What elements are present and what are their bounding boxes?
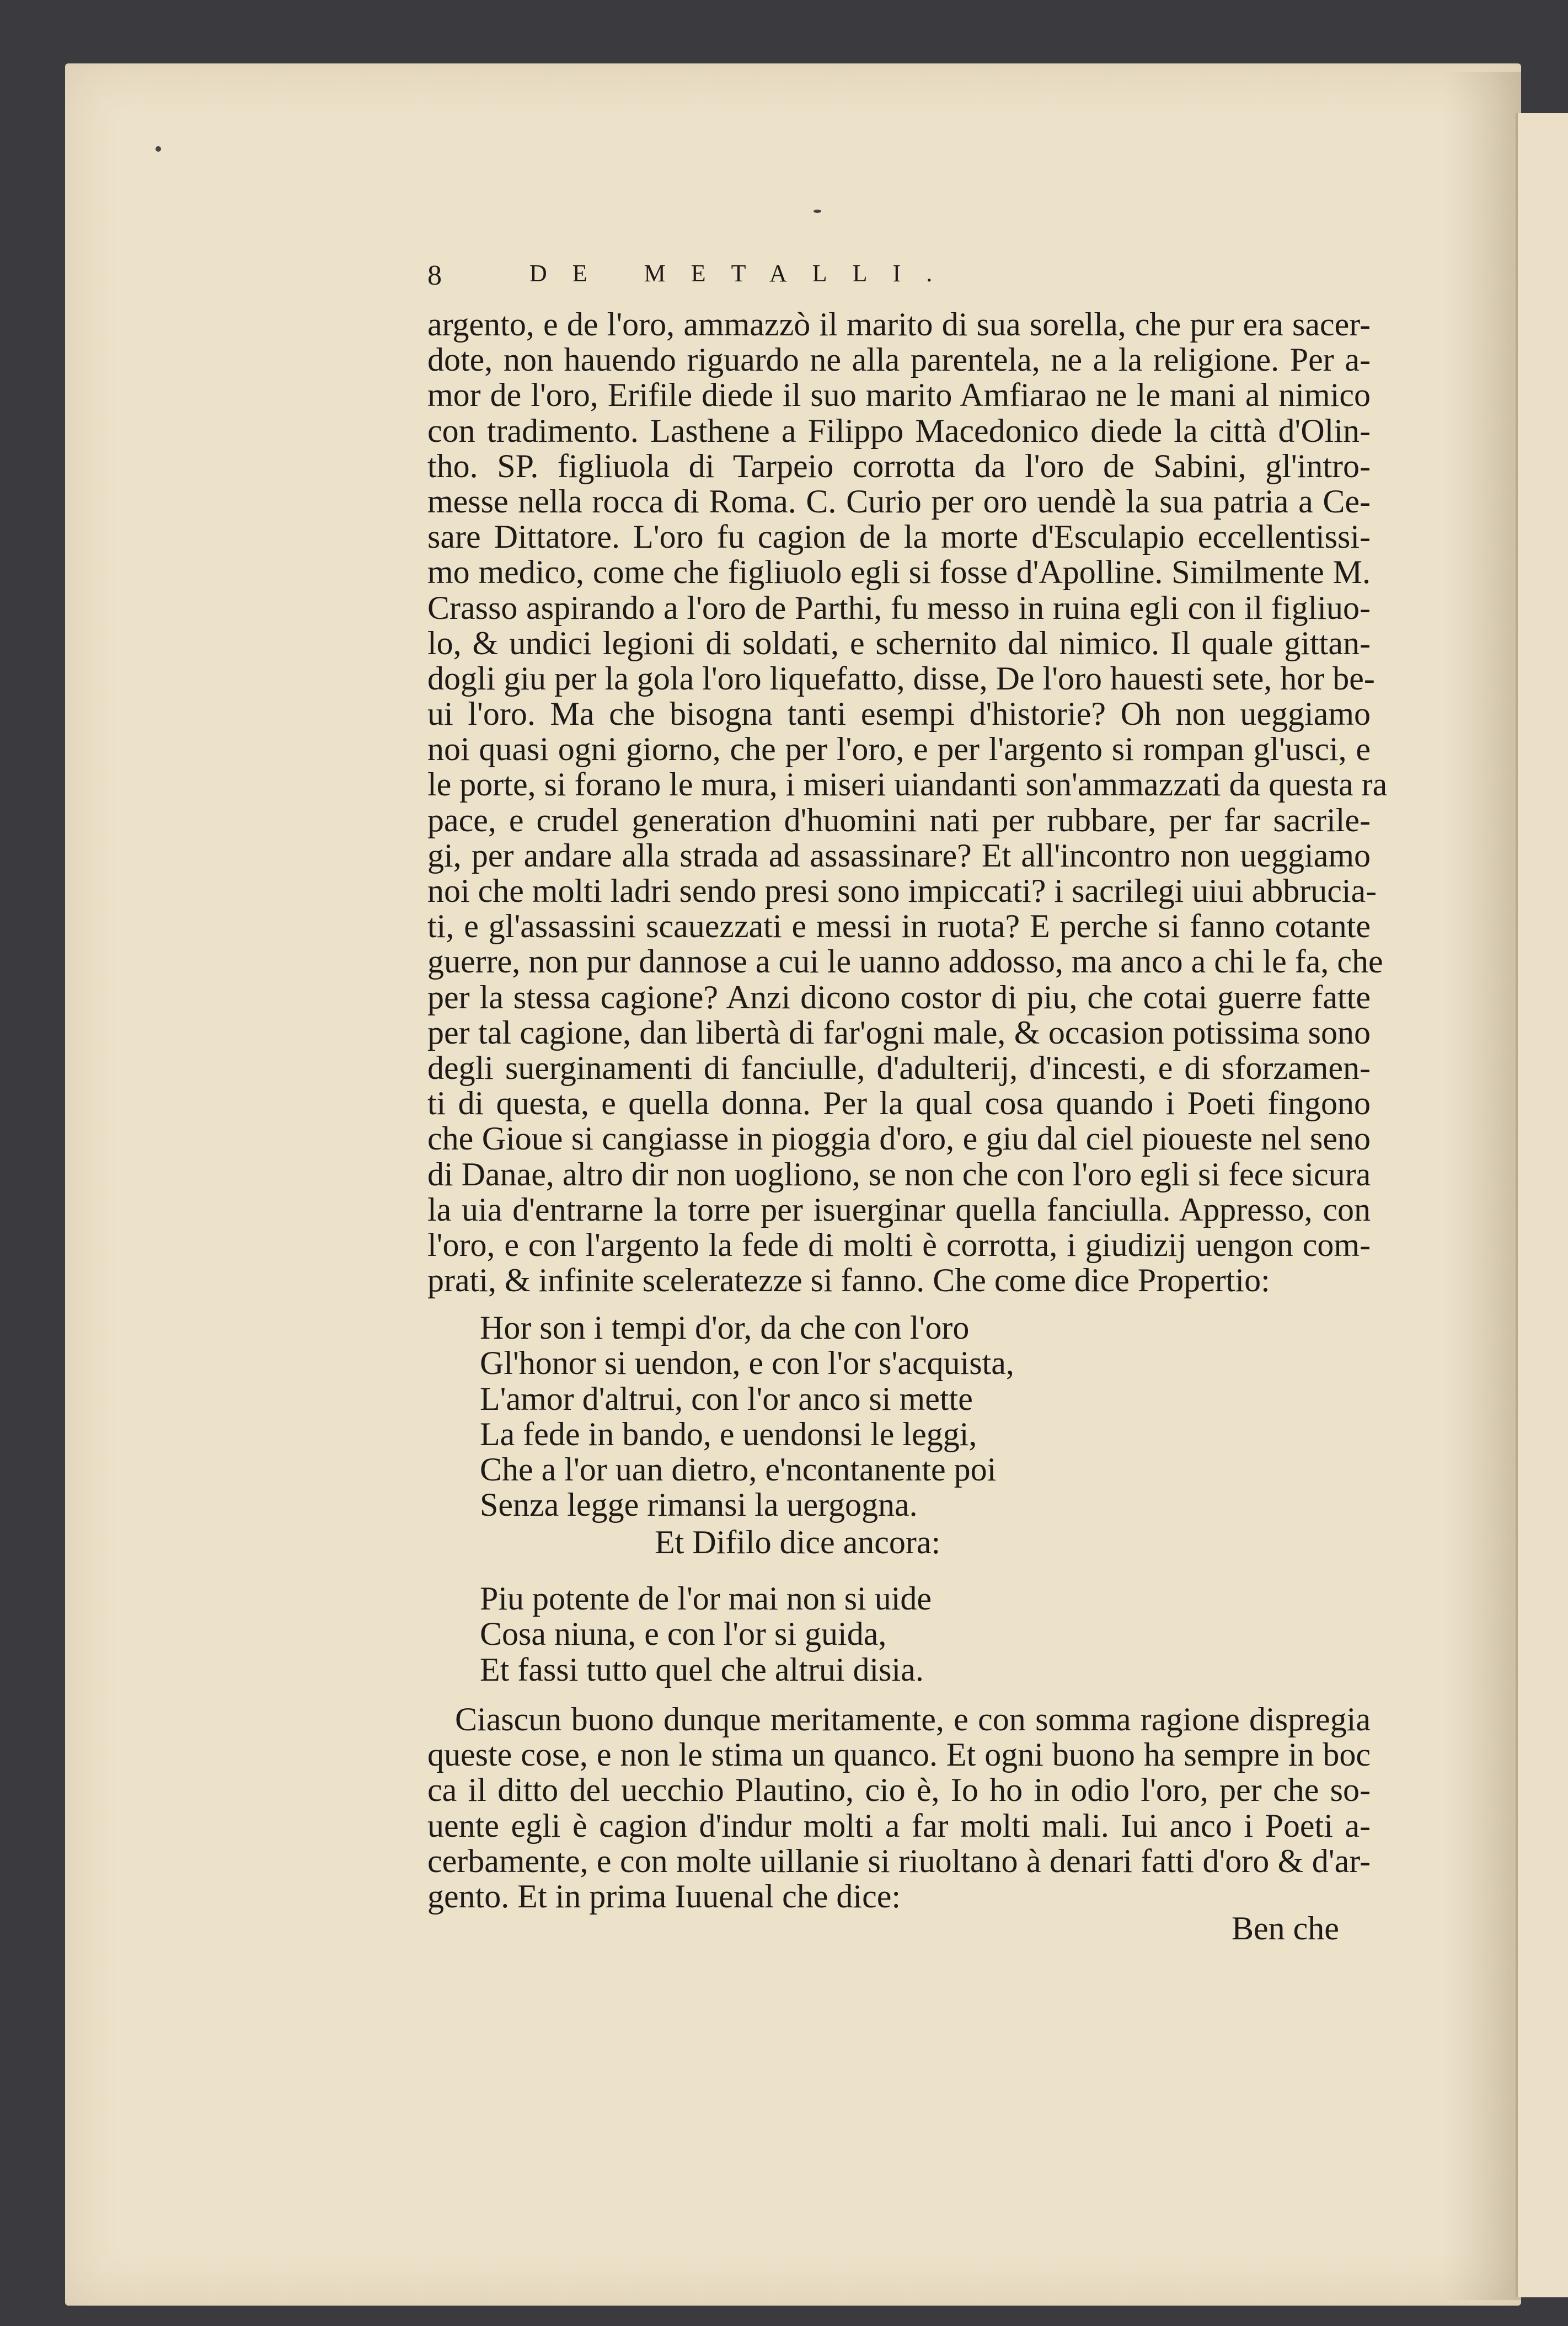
closing-paragraph [427, 1702, 1371, 1914]
text-line: ui l'oro. Ma che bisogna tanti esempi d'historie? Oh non ueggiamo [427, 696, 1371, 732]
text-line: di Danae, altro dir non uogliono, se non che con l'oro egli si fece sicura [427, 1156, 1371, 1193]
text-line: mo medico, come che figliuolo egli si fosse d'Apolline. Similmente M. [427, 554, 1371, 591]
text-line: gi, per andare alla strada ad assassinare? Et all'incontro non ueggiamo [427, 837, 1371, 874]
running-header [427, 259, 1078, 292]
text-line: La fede in bando, e uendonsi le leggi, [480, 1415, 977, 1452]
text-line: Senza legge rimansi la uergogna. [480, 1486, 918, 1523]
text-line: ca il ditto del uecchio Plautino, cio è, Io ho in odio l'oro, per che so- [427, 1772, 1371, 1809]
text-line: le porte, si forano le mura, i miseri uiandanti son'ammazzati da questa ra [427, 766, 1388, 803]
verse-intro-difilo: Et Difilo dice ancora: [655, 1524, 941, 1560]
text-line: Hor son i tempi d'or, da che con l'oro [480, 1309, 970, 1346]
page-gutter-shadow [1444, 72, 1521, 2300]
text-line: l'oro, e con l'argento la fede di molti è corrotta, i giudizij uengon com- [427, 1226, 1371, 1263]
ink-speck [814, 210, 821, 213]
text-line: Crasso aspirando a l'oro de Parthi, fu messo in ruina egli con il figliuo- [427, 589, 1371, 626]
text-line: Cosa niuna, e con l'or si guida, [480, 1616, 887, 1653]
text-line: per tal cagione, dan libertà di far'ogni male, & occasion potissima sono [427, 1014, 1371, 1051]
text-line: Che a l'or uan dietro, e'ncontanente poi [480, 1451, 997, 1488]
text-line: ti di questa, e quella donna. Per la qual cosa quando i Poeti fingono [427, 1085, 1371, 1122]
text-line: dote, non hauendo riguardo ne alla parentela, ne a la religione. Per a- [427, 341, 1371, 378]
text-line: dogli giu per la gola l'oro liquefatto, disse, De l'oro hauesti sete, hor be- [427, 660, 1375, 697]
text-line: messe nella rocca di Roma. C. Curio per oro uendè la sua patria a Ce- [427, 483, 1371, 520]
text-line: lo, & undici legioni di soldati, e schernito dal nimico. Il quale gittan- [427, 624, 1371, 661]
text-line: Piu potente de l'or mai non si uide [480, 1580, 932, 1617]
text-line: noi che molti ladri sendo presi sono impiccati? i sacrilegi uiui abbrucia- [427, 873, 1377, 909]
verse-difilo [480, 1581, 932, 1687]
page-number: 8 [427, 260, 442, 291]
text-line: per la stessa cagione? Anzi dicono costor di piu, che cotai guerre fatte [427, 978, 1371, 1015]
text-line: uente egli è cagion d'indur molti a far molti mali. Iui anco i Poeti a- [427, 1807, 1371, 1844]
text-line: con tradimento. Lasthene a Filippo Macedonico diede la città d'Olin- [427, 412, 1371, 449]
text-line: noi quasi ogni giorno, che per l'oro, e per l'argento si rompan gl'usci, e [427, 731, 1371, 768]
text-line: queste cose, e non le stima un quanco. Et ogni buono ha sempre in boc [427, 1736, 1371, 1773]
text-line: prati, & infinite sceleratezze si fanno. Che come dice Propertio: [427, 1262, 1270, 1299]
text-line: la uia d'entrarne la torre per isuerginar quella fanciulla. Appresso, con [427, 1191, 1371, 1228]
ink-speck [156, 146, 161, 152]
text-line: tho. SP. figliuola di Tarpeio corrotta da l'oro de Sabini, gl'intro- [427, 447, 1371, 484]
text-line: ti, e gl'assassini scauezzati e messi in ruota? E perche si fanno cotante [427, 908, 1371, 945]
catchword: Ben che [1232, 1910, 1339, 1947]
text-line: guerre, non pur dannose a cui le uanno addosso, ma anco a chi le fa, che [427, 943, 1383, 980]
text-line: L'amor d'altrui, con l'or anco si mette [480, 1380, 973, 1417]
text-line: Gl'honor si uendon, e con l'or s'acquista, [480, 1345, 1014, 1382]
running-title: DE METALLI. [529, 260, 958, 287]
text-line: argento, e de l'oro, ammazzò il marito di sua sorella, che pur era sacer- [427, 306, 1371, 343]
text-line: sare Dittatore. L'oro fu cagion de la morte d'Esculapio eccellentissi- [427, 518, 1371, 555]
text-line: cerbamente, e con molte uillanie si riuoltano à denari fatti d'oro & d'ar- [427, 1842, 1371, 1879]
facing-page-edge [1516, 113, 1568, 2297]
text-line: degli suerginamenti di fanciulle, d'adulterij, d'incesti, e di sforzamen- [427, 1049, 1371, 1086]
main-text-block [427, 306, 1388, 1299]
text-line: Et fassi tutto quel che altrui disia. [480, 1651, 924, 1688]
text-line: pace, e crudel generation d'huomini nati per rubbare, per far sacrile- [427, 801, 1371, 838]
verse-propertius [480, 1310, 1014, 1523]
text-line: che Gioue si cangiasse in pioggia d'oro, e giu dal ciel pioueste nel seno [427, 1120, 1371, 1157]
text-line: mor de l'oro, Erifile diede il suo marito Amfiarao ne le mani al nimico [427, 377, 1371, 414]
text-line: gento. Et in prima Iuuenal che dice: [427, 1878, 901, 1915]
text-line: Ciascun buono dunque meritamente, e con somma ragione dispregia [455, 1701, 1371, 1737]
